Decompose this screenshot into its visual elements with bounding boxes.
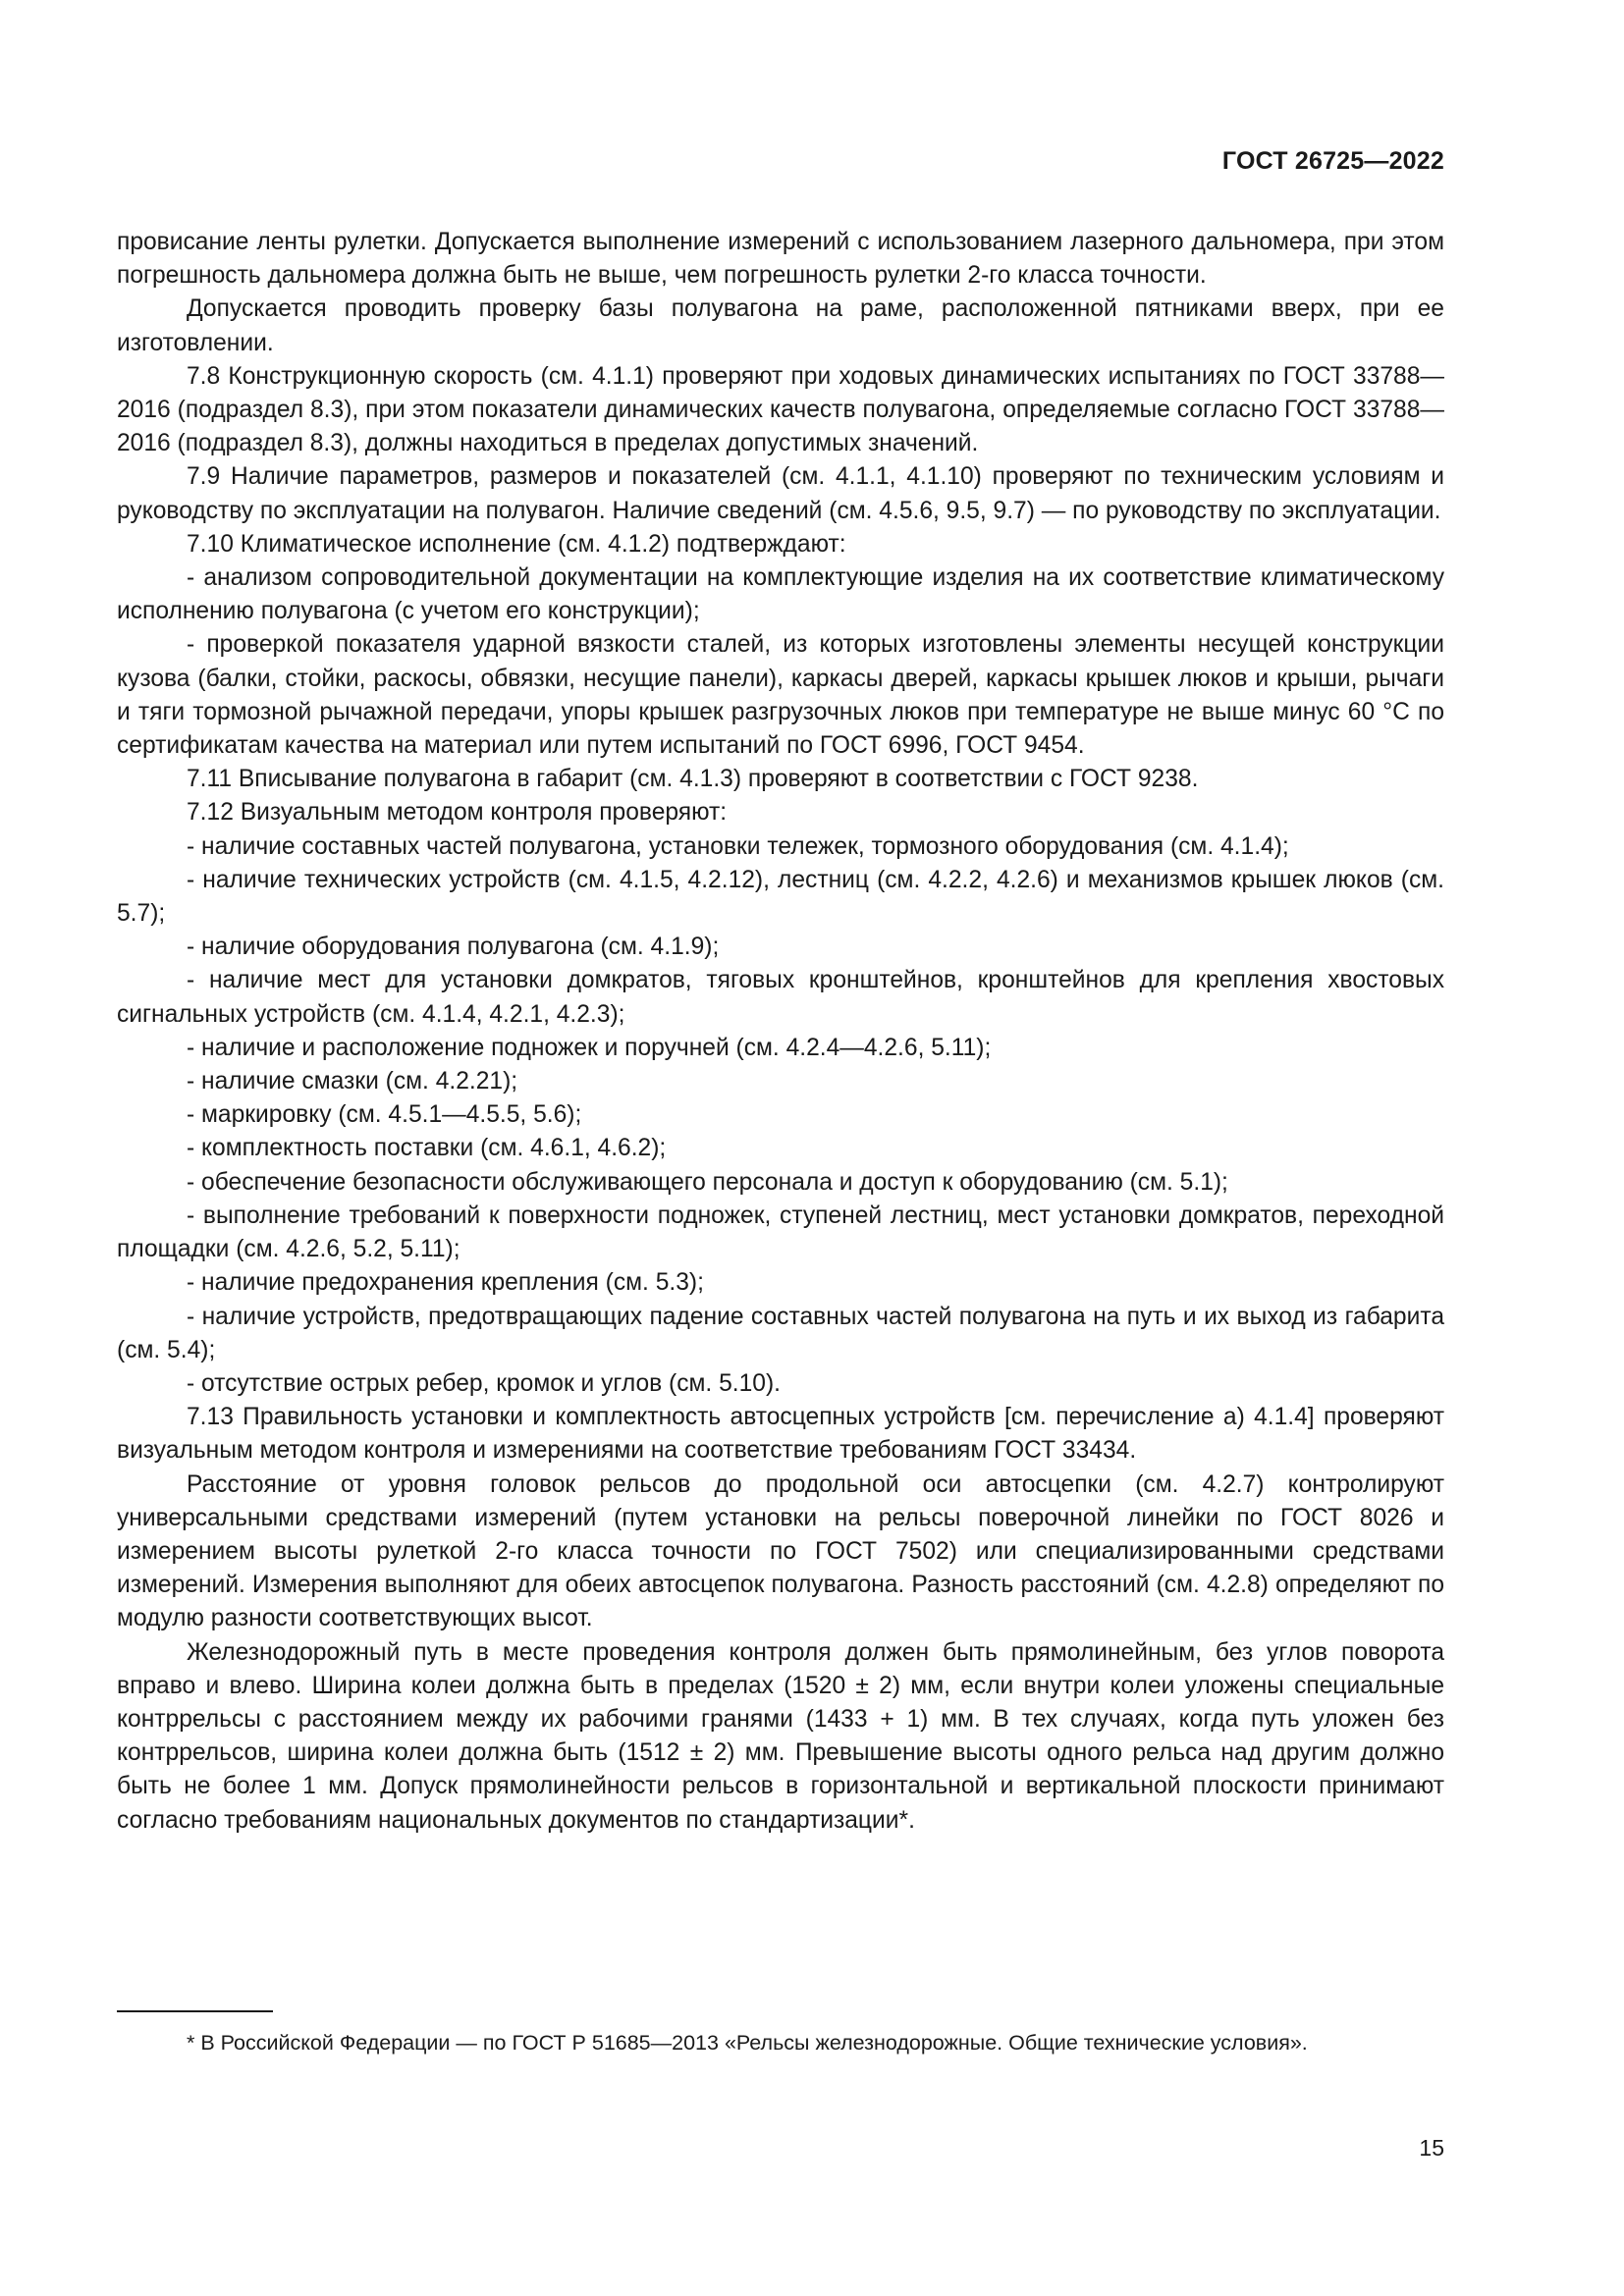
paragraph: - наличие технических устройств (см. 4.1.5, 4.2.12), лестниц (см. 4.2.2, 4.2.6) и механизмов крышек люков (см. 5.7); bbox=[117, 866, 1444, 928]
footnote-separator bbox=[117, 2010, 273, 2012]
footnote: * В Российской Федерации — по ГОСТ Р 51685—2013 «Рельсы железнодорожные. Общие технические условия». bbox=[187, 2031, 1308, 2055]
paragraph: - наличие предохранения крепления (см. 5.3); bbox=[187, 1269, 704, 1297]
paragraph: - наличие мест для установки домкратов, тяговых кронштейнов, кронштейнов для крепления хвостовых сигнальных устройств (см. 4.1.4, 4.2.1, 4.2.3); bbox=[117, 967, 1444, 1028]
paragraph: - анализом сопроводительной документации на комплектующие изделия на их соответствие климатическому исполнению полувагона (с учетом его конструкции); bbox=[117, 564, 1444, 625]
paragraph: провисание ленты рулетки. Допускается выполнение измерений с использованием лазерного дальномера, при этом погрешность дальномера должна быть не выше, чем погрешность рулетки 2-го класса точности. bbox=[117, 229, 1444, 290]
paragraph: - выполнение требований к поверхности подножек, ступеней лестниц, мест установки домкратов, переходной площадки (см. 4.2.6, 5.2, 5.11); bbox=[117, 1201, 1444, 1263]
paragraph: 7.13 Правильность установки и комплектность автосцепных устройств [см. перечисление а) 4.1.4] проверяют визуальным методом контроля и измерениями на соответствие требованиям ГОСТ 33434. bbox=[117, 1404, 1444, 1465]
paragraph: Железнодорожный путь в месте проведения контроля должен быть прямолинейным, без углов поворота вправо и влево. Ширина колеи должна быть в пределах (1520 ± 2) мм, если внутри колеи уложены специальные контррельсы с расстоянием между их рабочими гранями (1433 + 1) мм. В тех случаях, когда путь уложен без контррельсов, ширина колеи должна быть (1512 ± 2) мм. Превышение высоты одного рельса над другим должно быть не более 1 мм. Допуск прямолинейности рельсов в горизонтальной и вертикальной плоскости принимают согласно требованиям национальных документов по стандартизации*. bbox=[117, 1638, 1444, 1834]
paragraph: Расстояние от уровня головок рельсов до продольной оси автосцепки (см. 4.2.7) контролируют универсальными средствами измерений (путем установки на рельсы поверочной линейки по ГОСТ 8026 и измерением высоты рулеткой 2-го класса точности по ГОСТ 7502) или специализированными средствами измерений. Измерения выполняют для обеих автосцепок полувагона. Разность расстояний (см. 4.2.8) определяют по модулю разности соответствующих высот. bbox=[117, 1470, 1444, 1632]
paragraph: - наличие составных частей полувагона, установки тележек, тормозного оборудования (см. 4.1.4); bbox=[187, 832, 1289, 860]
paragraph: - обеспечение безопасности обслуживающего персонала и доступ к оборудованию (см. 5.1); bbox=[187, 1168, 1228, 1196]
body-text bbox=[117, 226, 1444, 1838]
paragraph: Допускается проводить проверку базы полувагона на раме, расположенной пятниками вверх, при ее изготовлении. bbox=[117, 295, 1444, 356]
paragraph: - отсутствие острых ребер, кромок и углов (см. 5.10). bbox=[187, 1369, 781, 1397]
paragraph: 7.12 Визуальным методом контроля проверяют: bbox=[187, 799, 728, 827]
paragraph: - наличие и расположение подножек и поручней (см. 4.2.4—4.2.6, 5.11); bbox=[187, 1034, 992, 1061]
paragraph: - наличие устройств, предотвращающих падение составных частей полувагона на путь и их выход из габарита (см. 5.4); bbox=[117, 1303, 1444, 1363]
page-number: 15 bbox=[1419, 2135, 1444, 2161]
paragraph: 7.11 Вписывание полувагона в габарит (см. 4.1.3) проверяют в соответствии с ГОСТ 9238. bbox=[187, 766, 1199, 793]
paragraph: - проверкой показателя ударной вязкости сталей, из которых изготовлены элементы несущей конструкции кузова (балки, стойки, раскосы, обвязки, несущие панели), каркасы дверей, каркасы крышек люков и крыши, рычаги и тяги тормозной рычажной передачи, упоры крышек разгрузочных люков при температуре не выше минус 60 °С по сертификатам качества на материал или путем испытаний по ГОСТ 6996, ГОСТ 9454. bbox=[117, 631, 1444, 760]
paragraph: 7.9 Наличие параметров, размеров и показателей (см. 4.1.1, 4.1.10) проверяют по техническим условиям и руководству по эксплуатации на полувагон. Наличие сведений (см. 4.5.6, 9.5, 9.7) — по руководству по эксплуатации. bbox=[117, 463, 1444, 524]
paragraph: - наличие смазки (см. 4.2.21); bbox=[187, 1068, 518, 1095]
document-header: ГОСТ 26725—2022 bbox=[1221, 147, 1444, 175]
paragraph: - маркировку (см. 4.5.1—4.5.5, 5.6); bbox=[187, 1101, 582, 1129]
paragraph: 7.10 Климатическое исполнение (см. 4.1.2) подтверждают: bbox=[187, 530, 846, 558]
paragraph: - комплектность поставки (см. 4.6.1, 4.6.2); bbox=[187, 1135, 667, 1162]
paragraph: 7.8 Конструкционную скорость (см. 4.1.1) проверяют при ходовых динамических испытаниях по ГОСТ 33788—2016 (подраздел 8.3), при этом показатели динамических качеств полувагона, определяемые согласно ГОСТ 33788—2016 (подраздел 8.3), должны находиться в пределах допустимых значений. bbox=[117, 362, 1444, 457]
paragraph: - наличие оборудования полувагона (см. 4.1.9); bbox=[187, 934, 720, 961]
